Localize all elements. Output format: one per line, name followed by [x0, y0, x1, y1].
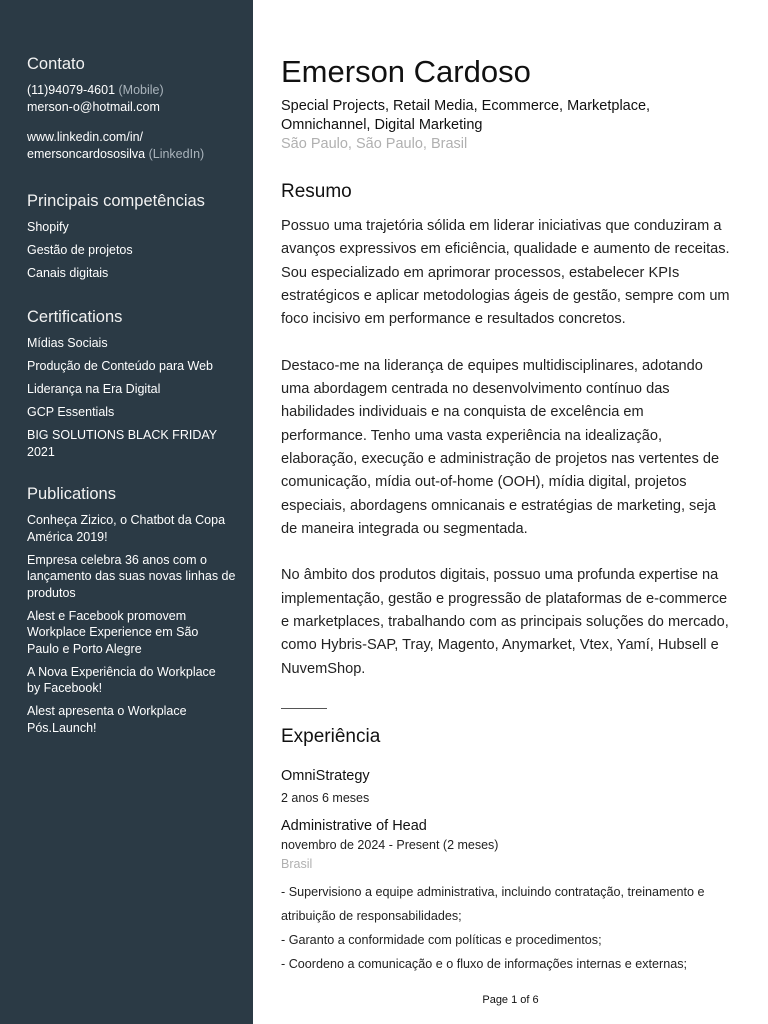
publications-section [27, 485, 242, 743]
certifications-section [27, 308, 242, 467]
role-dates: novembro de 2024 - Present (2 meses) [281, 838, 499, 852]
section-divider [281, 708, 327, 709]
certification-item: Produção de Conteúdo para Web [27, 359, 214, 373]
profile-headline: Special Projects, Retail Media, Ecommerce, Marketplace, Omnichannel, Digital Marketing [281, 98, 651, 133]
certification-item: Mídias Sociais [27, 336, 108, 350]
linkedin-line2 [27, 146, 242, 163]
phone-line [27, 82, 242, 99]
linkedin-link-line2[interactable]: emersoncardososilva [27, 147, 146, 161]
company-duration: 2 anos 6 meses [281, 791, 370, 805]
duty-item: - Garanto a conformidade com políticas e procedimentos; [281, 933, 602, 947]
publication-link[interactable]: Alest apresenta o Workplace Pós.Launch! [27, 704, 187, 735]
role-location: Brasil [281, 857, 313, 871]
publication-link[interactable]: Alest e Facebook promovem Workplace Experience em São Paulo e Porto Alegre [27, 608, 199, 656]
certifications-heading: Certifications [27, 308, 123, 326]
phone-number: (11)94079-4601 [27, 83, 116, 97]
publications-heading: Publications [27, 485, 116, 503]
publication-link[interactable]: Empresa celebra 36 anos com o lançamento das suas novas linhas de produtos [27, 552, 236, 600]
certification-item: BIG SOLUTIONS BLACK FRIDAY 2021 [27, 428, 217, 459]
contact-section [27, 55, 242, 163]
publication-link[interactable]: Conheça Zizico, o Chatbot da Copa América 2019! [27, 513, 226, 544]
skill-item: Canais digitais [27, 266, 109, 280]
summary-paragraph: Possuo uma trajetória sólida em liderar iniciativas que conduziram a avanços expressivos em eficiência, qualidade e aumento de receitas. Sou especializado em aprimorar processos, estabelecer KPIs estratégicos e aplicar metodologias ágeis de gestão, sempre com um foco incisivo em performance e resultados concretos. [281, 218, 730, 328]
summary-paragraph: No âmbito dos produtos digitais, possuo uma profunda expertise na implementação, gestão e progressão de plataformas de e-commerce e marketplaces, trabalhando com as principais soluções do mercado, como Hybris-SAP, Tray, Magento, Anymarket, Vtex, Yamí, Hubsell e NuvemShop. [281, 567, 729, 677]
certification-item: Liderança na Era Digital [27, 382, 161, 396]
skill-item: Shopify [27, 220, 69, 234]
skills-heading: Principais competências [27, 192, 205, 210]
summary-paragraph: Destaco-me na liderança de equipes multidisciplinares, adotando uma abordagem centrada no desenvolvimento contínuo das habilidades individuais e na conquista de excelência em performance. Tenho uma vasta experiência na idealização, elaboração, execução e administração de projetos nas vertentes de comunicação, mídia out-of-home (OOH), mídia digital, projetos especiais, abordagens omnicanais e estratégias de marketing, seja de maneira integrada ou segmentada. [281, 357, 720, 537]
profile-location: São Paulo, São Paulo, Brasil [281, 136, 468, 152]
role-duties [281, 880, 733, 976]
summary-text [281, 215, 733, 704]
company-name: OmniStrategy [281, 768, 370, 784]
linkedin-label: (LinkedIn) [148, 147, 205, 161]
email-link[interactable]: merson-o@hotmail.com [27, 100, 160, 114]
duty-item: - Coordeno a comunicação e o fluxo de informações internas e externas; [281, 957, 688, 971]
sidebar [0, 0, 253, 1024]
skill-item: Gestão de projetos [27, 243, 133, 257]
page-number: Page 1 of 6 [482, 994, 539, 1006]
experience-title: Experiência [281, 726, 381, 747]
contact-heading: Contato [27, 55, 85, 73]
role-title: Administrative of Head [281, 818, 427, 834]
profile-name: Emerson Cardoso [281, 54, 531, 89]
linkedin-link-line1[interactable]: www.linkedin.com/in/ [27, 130, 144, 144]
publication-link[interactable]: A Nova Experiência do Workplace by Facebook! [27, 664, 216, 695]
phone-label: (Mobile) [118, 83, 164, 97]
duty-item: - Supervisiono a equipe administrativa, incluindo contratação, treinamento e atribuição de responsabilidades; [281, 885, 705, 923]
certification-item: GCP Essentials [27, 405, 115, 419]
summary-title: Resumo [281, 181, 352, 202]
skills-section [27, 192, 242, 288]
